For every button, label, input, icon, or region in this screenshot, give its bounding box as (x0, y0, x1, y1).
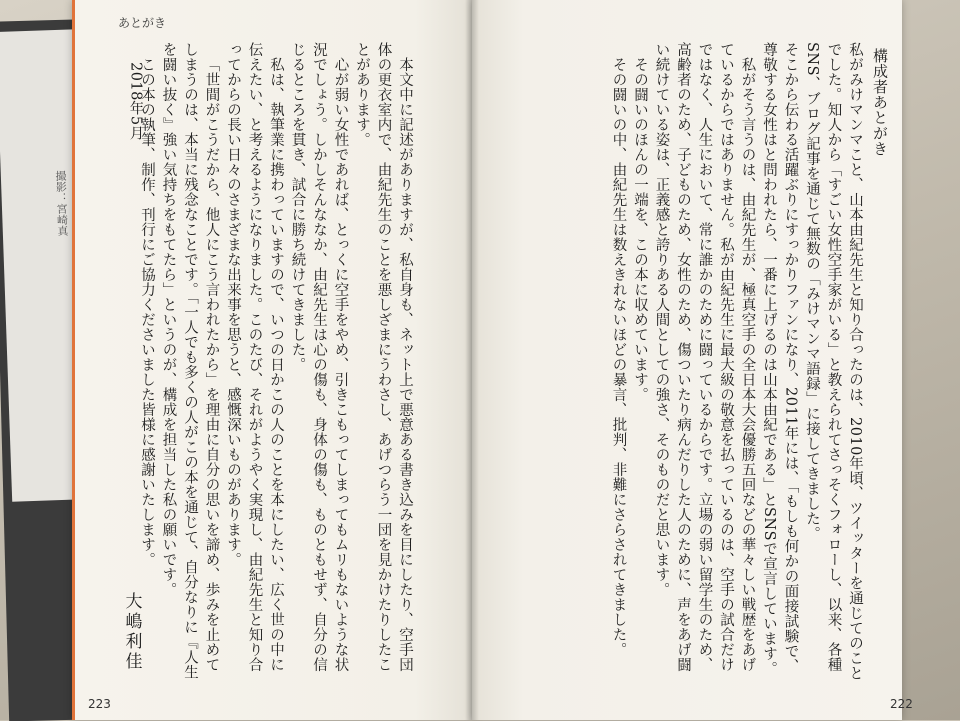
paragraph: その闘いの中、由紀先生は数えきれないほどの暴言、批判、非難にさらされてきました。 (610, 56, 627, 657)
paragraph: 私は、執筆業に携わっていますので、いつの日かこの人のことを本にしたい、広く世の中に伝えたい、と考えるようになりました。このたび、それがようやく実現し、由紀先生と知り合ってからの長い日々のさまざまな出来事を思うと、感慨深いものがあります。 (225, 42, 284, 672)
page-number-right: 222 (890, 697, 913, 711)
paragraph: 「世間がこうだから、他人にこう言われたから」を理由に自分の思いを諦め、歩みを止めてしまうのは、本当に残念なことです。「一人でも多くの人がこの本を通じて、自分なりに『人生を闘い抜く』強い気持ちをもてたら」というのが、構成を担当した私の願いです。 (160, 42, 220, 680)
left-page-body (139, 42, 415, 682)
paragraph: 私がみけマンマこと、山本由紀先生と知り合ったのは、2010年頃、ツイッターを通じてのことでした。知人から「すごい女性空手家がいる」と教えられてさっそくフォローし、以来、各種SNS、ブログ記事を通じて無数の「みけマンマ語録」に接してきました。 (804, 42, 863, 681)
author-name: 大嶋利佳 (121, 592, 142, 672)
paragraph: 心が弱い女性であれば、とっくに空手をやめ、引きこもってしまってもムリもないような状況でしょう。しかしそんななか、由紀先生は心の傷も、身体の傷も、ものともせず、自分の信じるところを貫き、試合に勝ち続けてきました。 (289, 42, 349, 672)
afterword-date: 2018年5月 (127, 62, 144, 141)
paragraph: 私がそう言うのは、由紀先生が、極真空手の全日本大会優勝五回などの華々しい戦歴をあげているからではありません。私が由紀先生に最大級の敬意を払っているのは、空手の試合だけではなく、人生において、常に誰かのために闘っているからです。立場の弱い留学生のため、高齢者のため、子どものため、女性のため、傷ついたり病んだりした人のために、声をあげ闘い続けている姿は、正義感と誇りある人間としての強さ、そのものだと思います。 (653, 42, 756, 672)
right-page-body (525, 42, 865, 682)
book-gutter (465, 0, 479, 720)
paragraph: 本文中に記述がありますが、私自身も、ネット上で悪意ある書き込みを目にしたり、空手団体の更衣室内で、由紀先生のことを悪しざまにうわさし、あげつらう一団を見かけたりしたことがあります。 (354, 42, 413, 672)
page-number-left: 223 (88, 697, 111, 711)
right-page-title: 構成者あとがき (871, 48, 889, 157)
background-line: 撮影：宮崎真 (53, 170, 70, 237)
paragraph: その闘いのほんの一端を、この本に収めています。 (632, 56, 648, 402)
paragraph: そこから伝わる活躍ぶりにすっかりファンになり、2011年には、「もしも何かの面接試験で、尊敬する女性はと問われたら、一番に上げるのは山本由紀である」とSNSで宣言しています。 (761, 42, 799, 677)
paragraph: この本の執筆、制作、刊行にご協力くださいました皆様に感謝いたします。 (139, 56, 155, 567)
running-head: あとがき (118, 16, 167, 30)
